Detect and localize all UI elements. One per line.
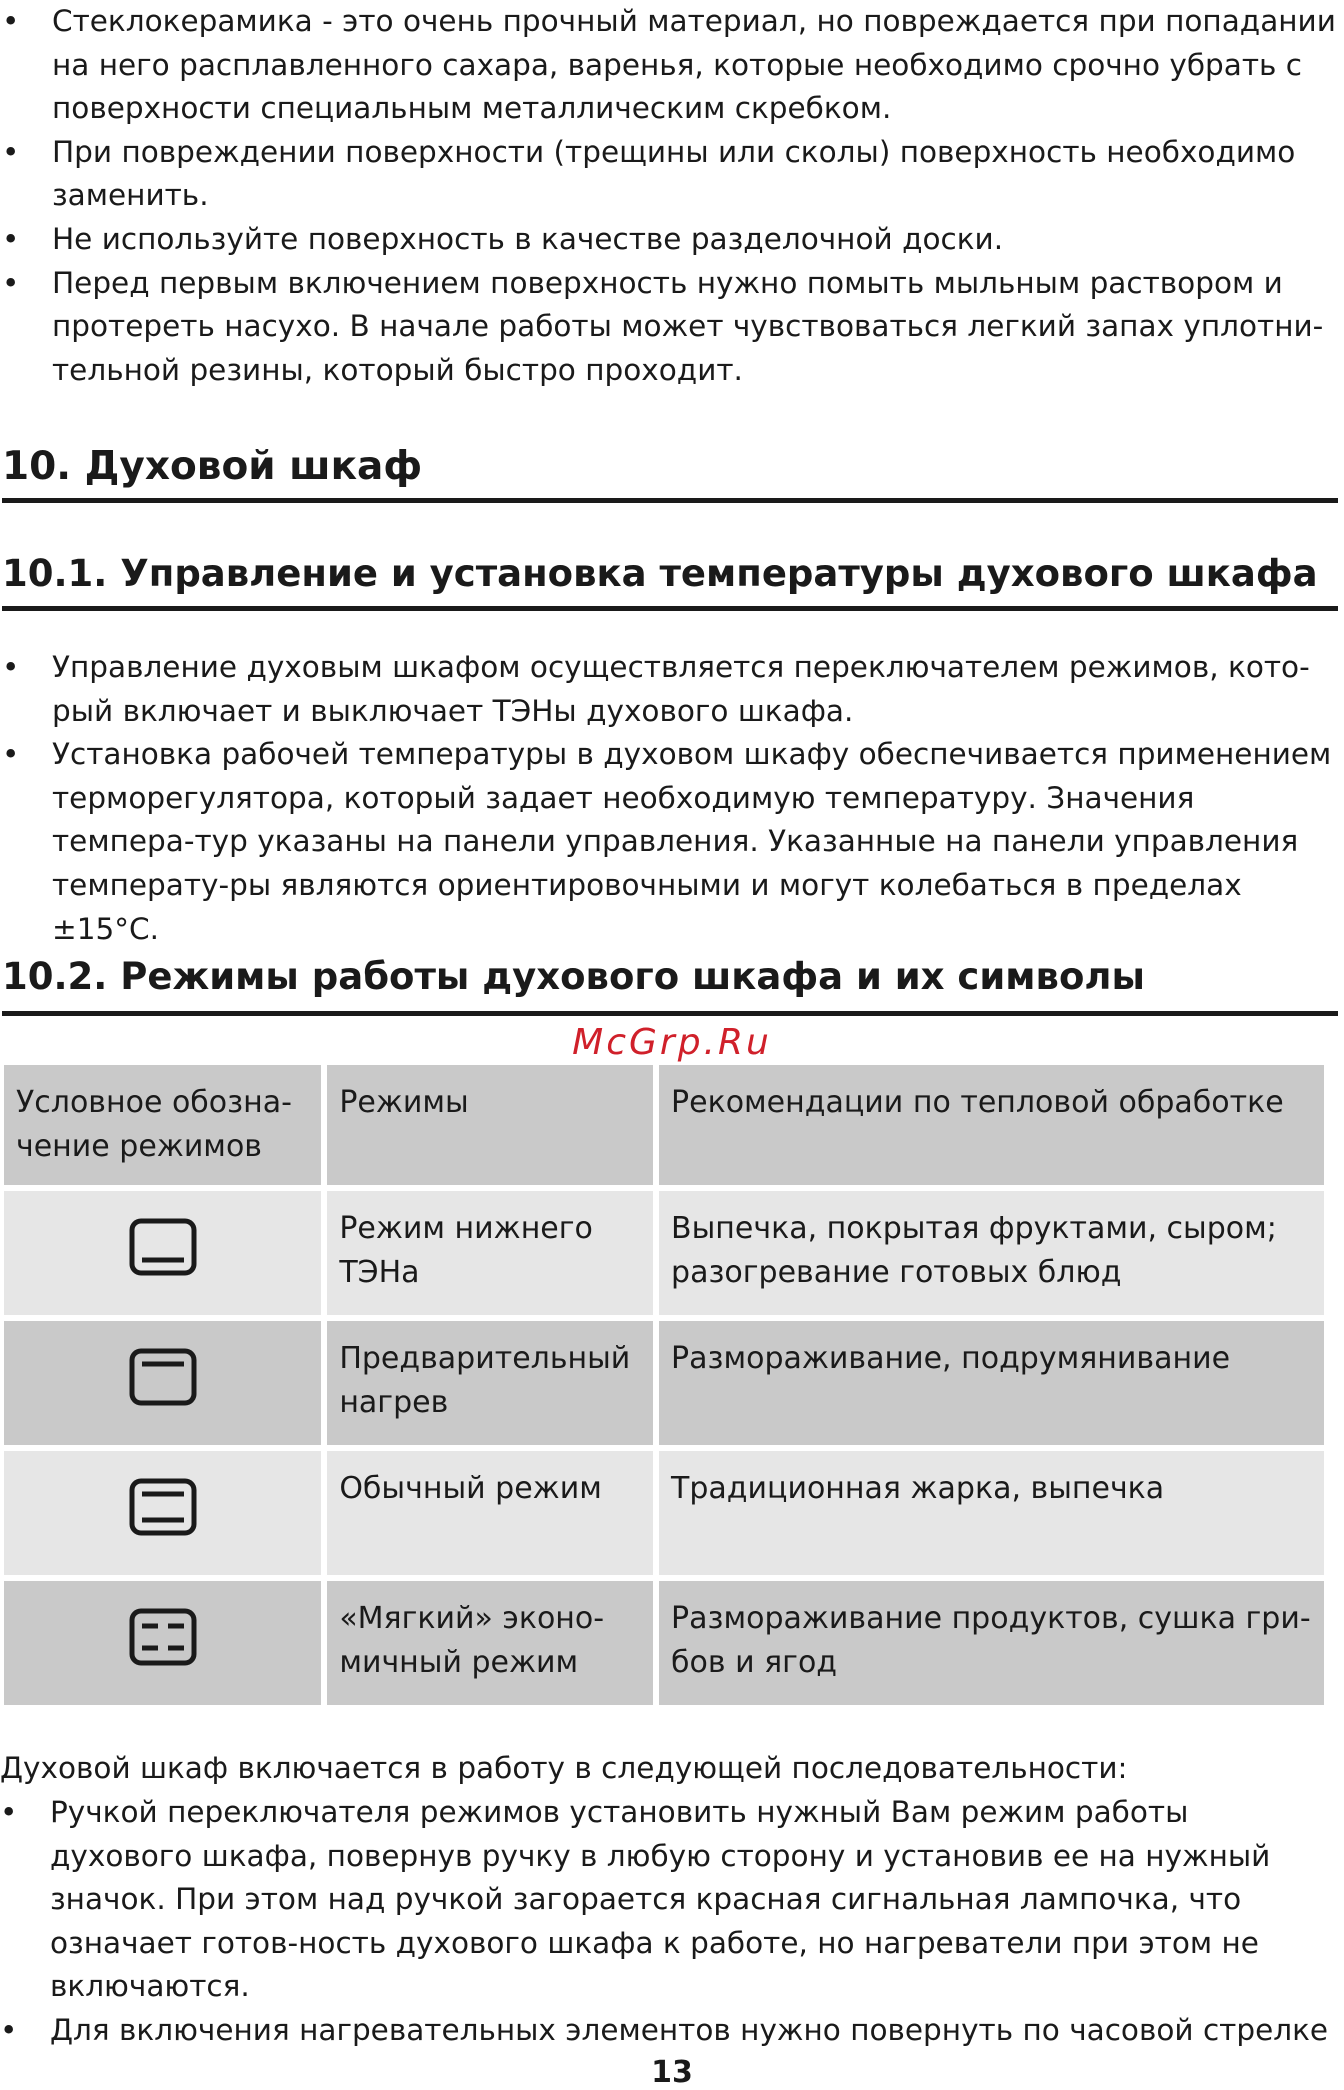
symbol-cell (4, 1321, 321, 1445)
subsection-heading-modes: 10.2. Режимы работы духового шкафа и их символы (2, 955, 1145, 998)
eco-mode-icon (129, 1608, 197, 1666)
top-bottom-heater-icon (129, 1478, 197, 1536)
list-item: • Стеклокерамика - это очень прочный материал, но повреждается при попадании на него расплавленного сахара, варенья, которые необходимо срочно убрать с поверхности специальным металлическим скребком. (2, 0, 1338, 131)
recommendation-cell: Размораживание, подрумянивание (659, 1321, 1324, 1445)
mode-name-cell: Обычный режим (327, 1451, 653, 1575)
table-row (4, 1321, 1324, 1445)
recommendation-cell: Традиционная жарка, выпечка (659, 1451, 1324, 1575)
temperature-bullet-list (2, 646, 1338, 951)
manual-page (2, 0, 1338, 998)
table-header-cell: Рекомендации по тепловой обработке (659, 1065, 1324, 1185)
recommendation-cell: Выпечка, покрытая фруктами, сыром; разогревание готовых блюд (659, 1191, 1324, 1315)
section-heading-oven: 10. Духовой шкаф (2, 444, 423, 489)
list-item: • Управление духовым шкафом осуществляется переключателем режимов, кото-рый включает и выключает ТЭНы духового шкафа. (2, 646, 1338, 733)
table-header-cell: Режимы (327, 1065, 653, 1185)
subsection-heading-temperature: 10.1. Управление и установка температуры духового шкафа (2, 552, 1318, 595)
section-divider (2, 606, 1338, 611)
bottom-heater-icon (129, 1218, 197, 1276)
mode-name-cell: Предварительный нагрев (327, 1321, 653, 1445)
table-row (4, 1581, 1324, 1705)
symbol-cell (4, 1451, 321, 1575)
intro-bullet-list (2, 0, 1338, 392)
section-divider (2, 1011, 1338, 1016)
table-header-row (4, 1065, 1324, 1185)
list-item: • Установка рабочей температуры в духовом шкафу обеспечивается применением терморегулятора, который задает необходимую температуру. Значения темпера-тур указаны на панели управления. Указанные на панели управления температу-ры являются ориентировочными и могут колебаться в пределах ±15°С. (2, 733, 1338, 951)
table-row (4, 1191, 1324, 1315)
list-item: • При повреждении поверхности (трещины или сколы) поверхность необходимо заменить. (2, 131, 1338, 218)
watermark: McGrp.Ru (572, 1022, 772, 1063)
list-item: • Перед первым включением поверхность нужно помыть мыльным раствором и протереть насухо. В начале работы может чувствоваться легкий запах уплотни-тельной резины, который быстро проходит. (2, 262, 1338, 393)
oven-modes-table (0, 1059, 1330, 1711)
mode-name-cell: Режим нижнего ТЭНа (327, 1191, 653, 1315)
table-header-cell: Условное обозна-чение режимов (4, 1065, 321, 1185)
symbol-cell (4, 1581, 321, 1705)
startup-bullet-list (0, 1791, 1336, 2053)
recommendation-cell: Размораживание продуктов, сушка гри-бов и ягод (659, 1581, 1324, 1705)
top-heater-icon (129, 1348, 197, 1406)
table-row (4, 1451, 1324, 1575)
startup-intro-text: Духовой шкаф включается в работу в следующей последовательности: (0, 1751, 1128, 1785)
list-item: • Для включения нагревательных элементов нужно повернуть по часовой стрелке (0, 2009, 1336, 2053)
section-divider (2, 498, 1338, 503)
list-item: • Не используйте поверхность в качестве разделочной доски. (2, 218, 1338, 262)
page-number: 13 (651, 2055, 693, 2090)
list-item: • Ручкой переключателя режимов установить нужный Вам режим работы духового шкафа, повернув ручку в любую сторону и установив ее на нужный значок. При этом над ручкой загорается красная сигнальная лампочка, что означает готов-ность духового шкафа к работе, но нагреватели при этом не включаются. (0, 1791, 1336, 2009)
symbol-cell (4, 1191, 321, 1315)
mode-name-cell: «Мягкий» эконо-мичный режим (327, 1581, 653, 1705)
